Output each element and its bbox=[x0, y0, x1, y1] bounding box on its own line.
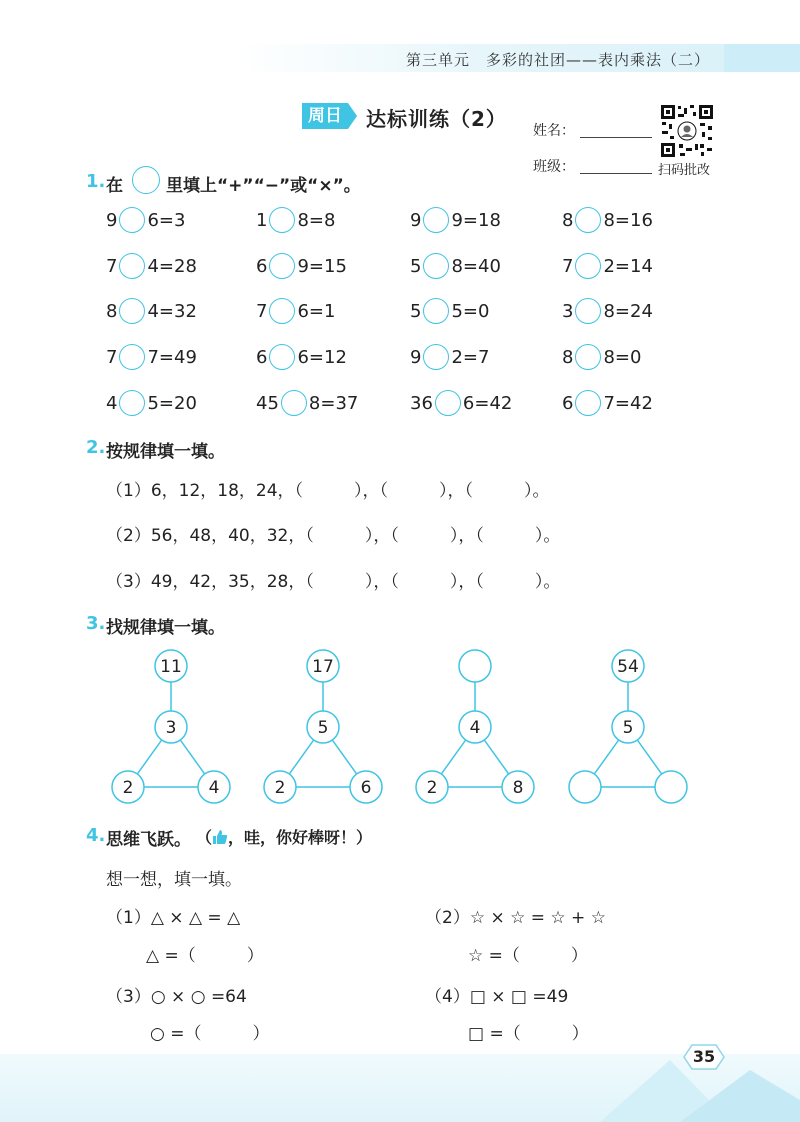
node-value-mid: 5 bbox=[622, 718, 634, 738]
problem-item bbox=[410, 388, 512, 418]
node-value-left: 2 bbox=[122, 778, 134, 798]
problem-item bbox=[256, 296, 335, 326]
operand-right-result: 7=49 bbox=[147, 346, 197, 368]
operand-right-result: 7=42 bbox=[603, 392, 653, 414]
problem-item bbox=[562, 205, 653, 235]
page-number: 35 bbox=[692, 1047, 716, 1066]
operand-right-result: 8=0 bbox=[603, 346, 642, 368]
operator-blank-circle[interactable] bbox=[575, 207, 601, 233]
operator-blank-circle[interactable] bbox=[423, 253, 449, 279]
problem-item bbox=[256, 342, 347, 372]
problem-item bbox=[106, 205, 185, 235]
section-1-text-after: 里填上“+”“−”或“×”。 bbox=[166, 176, 361, 196]
name-field[interactable] bbox=[580, 137, 652, 138]
class-label: 班级： bbox=[533, 159, 575, 175]
problem-item bbox=[410, 205, 501, 235]
operator-blank-circle[interactable] bbox=[119, 253, 145, 279]
section-2-number: 2. bbox=[86, 437, 106, 458]
operand-left: 4 bbox=[106, 392, 118, 414]
operand-right-result: 8=24 bbox=[603, 300, 653, 322]
problem-item bbox=[562, 251, 653, 281]
operand-left: 7 bbox=[106, 255, 118, 277]
thumbs-up-icon bbox=[212, 829, 228, 845]
operand-left: 7 bbox=[106, 346, 118, 368]
problem-item bbox=[410, 296, 489, 326]
operand-right-result: 8=8 bbox=[297, 209, 336, 231]
operator-blank-circle[interactable] bbox=[423, 344, 449, 370]
day-badge: 周日 bbox=[302, 103, 348, 129]
node-value-top: 54 bbox=[617, 657, 639, 677]
operator-blank-circle[interactable] bbox=[269, 344, 295, 370]
problem-item bbox=[106, 342, 197, 372]
praise-note: （ ， 哇，你好棒呀！ ） bbox=[196, 825, 372, 848]
operator-blank-circle[interactable] bbox=[575, 344, 601, 370]
problem-item bbox=[410, 342, 489, 372]
section-4-prompt: 想一想，填一填。 bbox=[106, 870, 242, 890]
problem-item bbox=[562, 342, 641, 372]
problem-item bbox=[562, 388, 653, 418]
qr-caption: 扫码批改 bbox=[658, 163, 711, 178]
operator-blank-circle[interactable] bbox=[269, 207, 295, 233]
puzzle-3-equation: （3）○ × ○ =64 bbox=[106, 987, 247, 1007]
triangle-figures bbox=[0, 640, 800, 820]
node-value-left: 2 bbox=[274, 778, 286, 798]
operator-blank-circle[interactable] bbox=[575, 390, 601, 416]
sequence-line-3[interactable]: （3）49，42，35，28，（ ），（ ），（ ）。 bbox=[106, 572, 561, 592]
qr-code-icon[interactable] bbox=[660, 104, 714, 158]
node-value-mid: 3 bbox=[165, 718, 177, 738]
operand-right-result: 9=18 bbox=[451, 209, 501, 231]
name-label: 姓名： bbox=[533, 123, 575, 139]
operand-right-result: 5=20 bbox=[147, 392, 197, 414]
operand-right-result: 6=12 bbox=[297, 346, 347, 368]
sequence-line-1[interactable]: （1）6，12，18，24，（ ），（ ），（ ）。 bbox=[106, 481, 550, 501]
section-1-text-before: 在 bbox=[106, 176, 123, 196]
puzzle-2-answer[interactable]: ☆ =（ ） bbox=[468, 946, 588, 966]
operand-right-result: 2=14 bbox=[603, 255, 653, 277]
operand-left: 8 bbox=[106, 300, 118, 322]
operand-left: 5 bbox=[410, 255, 422, 277]
problem-item bbox=[256, 205, 335, 235]
section-1-number: 1. bbox=[86, 171, 106, 192]
puzzle-1-answer[interactable]: △ =（ ） bbox=[146, 946, 264, 966]
operand-right-result: 8=37 bbox=[308, 392, 359, 414]
operator-blank-circle[interactable] bbox=[269, 298, 295, 324]
section-4-number: 4. bbox=[86, 825, 106, 846]
operand-right-result: 8=40 bbox=[451, 255, 501, 277]
operand-left: 1 bbox=[256, 209, 268, 231]
operator-blank-circle[interactable] bbox=[435, 390, 461, 416]
sequence-line-2[interactable]: （2）56，48，40，32，（ ），（ ），（ ）。 bbox=[106, 526, 561, 546]
operator-blank-circle[interactable] bbox=[575, 253, 601, 279]
node-value-right: 8 bbox=[512, 778, 524, 798]
operand-right-result: 6=1 bbox=[297, 300, 336, 322]
operand-left: 45 bbox=[256, 392, 279, 414]
page-title: 达标训练（2） bbox=[366, 107, 507, 131]
puzzle-3-answer[interactable]: ○ =（ ） bbox=[150, 1024, 270, 1044]
number-node-left[interactable] bbox=[569, 771, 601, 803]
operator-blank-circle[interactable] bbox=[423, 207, 449, 233]
puzzle-1-equation: （1）△ × △ = △ bbox=[106, 908, 241, 928]
operand-right-result: 4=32 bbox=[147, 300, 197, 322]
operand-left: 36 bbox=[410, 392, 433, 414]
operand-right-result: 9=15 bbox=[297, 255, 347, 277]
puzzle-4-answer[interactable]: □ =（ ） bbox=[468, 1024, 589, 1044]
operand-left: 9 bbox=[106, 209, 118, 231]
section-2-title: 按规律填一填。 bbox=[106, 442, 225, 462]
node-value-right: 4 bbox=[208, 778, 220, 798]
operator-blank-circle[interactable] bbox=[575, 298, 601, 324]
section-4-title: 思维飞跃。 bbox=[106, 830, 191, 850]
operator-blank-circle[interactable] bbox=[119, 344, 145, 370]
problem-item bbox=[256, 251, 347, 281]
operand-left: 9 bbox=[410, 346, 422, 368]
number-node-right[interactable] bbox=[655, 771, 687, 803]
problem-item bbox=[106, 251, 197, 281]
operand-left: 6 bbox=[256, 346, 268, 368]
problem-item bbox=[106, 388, 197, 418]
day-badge-arrow bbox=[348, 103, 357, 129]
node-value-top: 11 bbox=[160, 657, 182, 677]
problem-item bbox=[106, 296, 197, 326]
unit-title: 第三单元 多彩的社团——表内乘法（二） bbox=[405, 51, 710, 69]
node-value-right: 6 bbox=[360, 778, 372, 798]
number-node-top[interactable] bbox=[459, 650, 491, 682]
operand-right-result: 2=7 bbox=[451, 346, 490, 368]
problem-item bbox=[562, 296, 653, 326]
puzzle-4-equation: （4）□ × □ =49 bbox=[425, 987, 569, 1007]
problem-item bbox=[256, 388, 358, 418]
operand-right-result: 6=3 bbox=[147, 209, 186, 231]
operand-left: 8 bbox=[562, 209, 574, 231]
section-3-title: 找规律填一填。 bbox=[106, 618, 225, 638]
operand-left: 8 bbox=[562, 346, 574, 368]
header-accent bbox=[724, 44, 800, 72]
operator-blank-circle[interactable] bbox=[119, 207, 145, 233]
operand-right-result: 8=16 bbox=[603, 209, 653, 231]
example-circle-icon bbox=[132, 166, 160, 194]
operand-left: 6 bbox=[562, 392, 574, 414]
node-value-mid: 5 bbox=[317, 718, 329, 738]
node-value-mid: 4 bbox=[469, 718, 481, 738]
operand-right-result: 5=0 bbox=[451, 300, 490, 322]
praise-text: 哇，你好棒呀！ bbox=[244, 828, 357, 847]
node-value-top: 17 bbox=[312, 657, 334, 677]
section-3-number: 3. bbox=[86, 613, 106, 634]
operator-blank-circle[interactable] bbox=[281, 390, 307, 416]
operator-blank-circle[interactable] bbox=[269, 253, 295, 279]
operand-left: 9 bbox=[410, 209, 422, 231]
operand-left: 6 bbox=[256, 255, 268, 277]
puzzle-2-equation: （2）☆ × ☆ = ☆ + ☆ bbox=[425, 908, 606, 928]
operator-blank-circle[interactable] bbox=[119, 298, 145, 324]
operator-blank-circle[interactable] bbox=[119, 390, 145, 416]
operand-right-result: 4=28 bbox=[147, 255, 197, 277]
class-field[interactable] bbox=[580, 173, 652, 174]
operand-right-result: 6=42 bbox=[462, 392, 513, 414]
operand-left: 7 bbox=[562, 255, 574, 277]
problem-item bbox=[410, 251, 501, 281]
operand-left: 7 bbox=[256, 300, 268, 322]
node-value-left: 2 bbox=[426, 778, 438, 798]
operand-left: 5 bbox=[410, 300, 422, 322]
operator-blank-circle[interactable] bbox=[423, 298, 449, 324]
operand-left: 3 bbox=[562, 300, 574, 322]
